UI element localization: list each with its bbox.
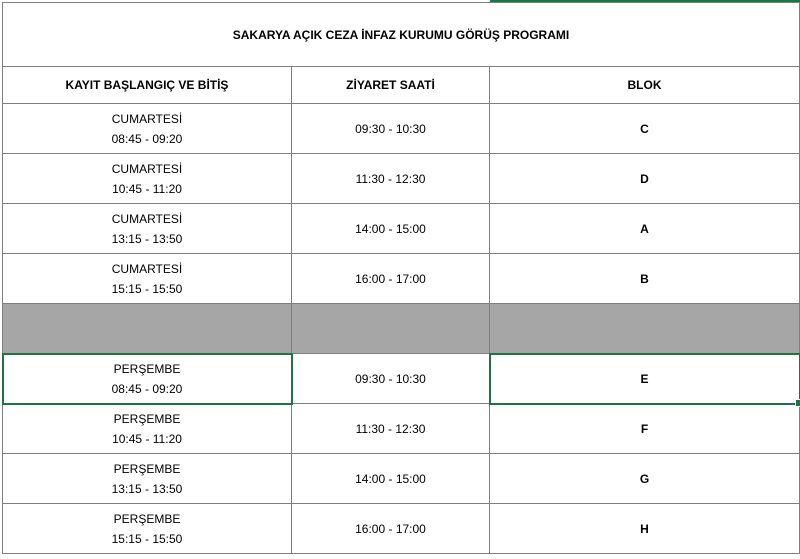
visit-time-cell[interactable]: 14:00 - 15:00 bbox=[292, 454, 490, 504]
block-cell[interactable]: B bbox=[490, 254, 800, 304]
day-label: PERŞEMBE bbox=[113, 511, 181, 526]
header-row bbox=[3, 67, 800, 104]
day-label: PERŞEMBE bbox=[113, 411, 181, 426]
block-cell[interactable]: H bbox=[490, 504, 800, 554]
registration-time: 10:45 - 11:20 bbox=[112, 181, 182, 196]
registration-cell[interactable] bbox=[3, 104, 292, 154]
day-label: CUMARTESİ bbox=[111, 261, 183, 276]
separator-cell[interactable] bbox=[292, 304, 490, 354]
day-label: PERŞEMBE bbox=[113, 361, 181, 376]
table-row bbox=[3, 154, 800, 204]
header-registration[interactable]: KAYIT BAŞLANGIÇ VE BİTİŞ bbox=[3, 67, 292, 104]
visit-time-cell[interactable]: 14:00 - 15:00 bbox=[292, 204, 490, 254]
visit-schedule-table bbox=[2, 2, 800, 554]
registration-cell[interactable] bbox=[3, 354, 292, 404]
header-block[interactable]: BLOK bbox=[490, 67, 800, 104]
block-value: E bbox=[640, 371, 649, 386]
day-label: CUMARTESİ bbox=[111, 161, 183, 176]
block-cell[interactable]: F bbox=[490, 404, 800, 454]
table-row bbox=[3, 504, 800, 554]
registration-time: 13:15 - 13:50 bbox=[111, 231, 183, 246]
registration-cell[interactable] bbox=[3, 154, 292, 204]
table-row bbox=[3, 254, 800, 304]
visit-time-cell[interactable]: 11:30 - 12:30 bbox=[292, 154, 490, 204]
registration-cell[interactable] bbox=[3, 204, 292, 254]
registration-cell[interactable] bbox=[3, 454, 292, 504]
registration-cell[interactable] bbox=[3, 504, 292, 554]
visit-time-cell[interactable]: 16:00 - 17:00 bbox=[292, 254, 490, 304]
table-row bbox=[3, 404, 800, 454]
separator-row bbox=[3, 304, 800, 354]
day-label: CUMARTESİ bbox=[111, 211, 183, 226]
registration-time: 13:15 - 13:50 bbox=[111, 481, 183, 496]
page-title[interactable]: SAKARYA AÇIK CEZA İNFAZ KURUMU GÖRÜŞ PROGRAMI bbox=[3, 3, 800, 67]
day-label: PERŞEMBE bbox=[113, 461, 181, 476]
separator-cell[interactable] bbox=[3, 304, 292, 354]
registration-time: 10:45 - 11:20 bbox=[112, 431, 182, 446]
block-cell[interactable]: G bbox=[490, 454, 800, 504]
fill-handle[interactable] bbox=[795, 399, 800, 407]
separator-cell[interactable] bbox=[490, 304, 800, 354]
table-row bbox=[3, 354, 800, 404]
visit-time-cell[interactable]: 11:30 - 12:30 bbox=[292, 404, 490, 454]
registration-time: 15:15 - 15:50 bbox=[111, 531, 183, 546]
visit-time-cell[interactable]: 09:30 - 10:30 bbox=[292, 104, 490, 154]
registration-time: 15:15 - 15:50 bbox=[111, 281, 183, 296]
table-row bbox=[3, 104, 800, 154]
visit-time-cell[interactable]: 09:30 - 10:30 bbox=[292, 354, 490, 404]
title-row bbox=[3, 3, 800, 67]
registration-cell[interactable] bbox=[3, 254, 292, 304]
selected-block-cell[interactable] bbox=[490, 354, 800, 404]
registration-time: 08:45 - 09:20 bbox=[111, 131, 183, 146]
visit-time-cell[interactable]: 16:00 - 17:00 bbox=[292, 504, 490, 554]
registration-time: 08:45 - 09:20 bbox=[111, 381, 183, 396]
block-cell[interactable]: A bbox=[490, 204, 800, 254]
table-row bbox=[3, 204, 800, 254]
day-label: CUMARTESİ bbox=[111, 111, 183, 126]
header-visit-time[interactable]: ZİYARET SAATİ bbox=[292, 67, 490, 104]
block-cell[interactable]: D bbox=[490, 154, 800, 204]
registration-cell[interactable] bbox=[3, 404, 292, 454]
block-cell[interactable]: C bbox=[490, 104, 800, 154]
table-row bbox=[3, 454, 800, 504]
